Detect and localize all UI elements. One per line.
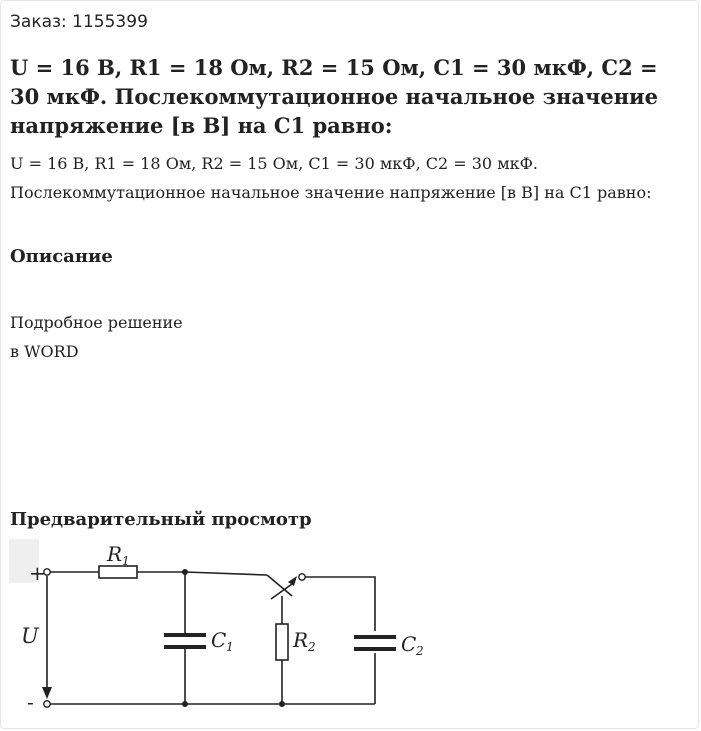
switch-contact [299, 574, 305, 580]
description-line-1: Подробное решение [10, 313, 183, 332]
label-r2-sub: 2 [308, 640, 316, 654]
task-text: U = 16 В, R1 = 18 Ом, R2 = 15 Ом, C1 = 30 мкФ, C2 = 30 мкФ. Послекоммутационное начальное значение напряжение [в В] на C1 равно: [10, 154, 652, 202]
description-line-2: в WORD [10, 342, 79, 361]
label-c1-sub: 1 [226, 640, 234, 654]
preview-heading: Предварительный просмотр [10, 509, 312, 530]
terminal-minus [44, 701, 50, 707]
resistor-r2 [276, 624, 288, 660]
label-c2-sub: 2 [416, 644, 424, 658]
resistor-r1 [99, 566, 137, 578]
label-c1: C [211, 628, 227, 652]
label-c2: C [401, 632, 417, 656]
label-r1: R [107, 542, 123, 566]
label-r1-sub: 1 [122, 554, 130, 568]
node-c1-bottom [182, 701, 188, 707]
u-arrow-head [42, 687, 52, 699]
circuit-preview-image [9, 539, 429, 719]
wire-top-middle [137, 572, 267, 575]
label-minus: - [27, 690, 34, 714]
node-c1-top [182, 569, 188, 575]
wire-to-c2 [299, 577, 375, 631]
switch-arrow-head [288, 576, 297, 586]
label-plus: + [29, 561, 46, 585]
label-r2: R [293, 628, 309, 652]
circuit-diagram [9, 539, 429, 719]
label-u: U [21, 624, 39, 648]
node-r2-bottom [279, 701, 285, 707]
description-heading: Описание [10, 246, 113, 267]
task-title: U = 16 В, R1 = 18 Ом, R2 = 15 Ом, C1 = 30 мкФ, C2 = 30 мкФ. Послекоммутационное начальное значение напряжение [в В] на C1 равно: [10, 55, 658, 138]
order-number: Заказ: 1155399 [10, 12, 148, 32]
